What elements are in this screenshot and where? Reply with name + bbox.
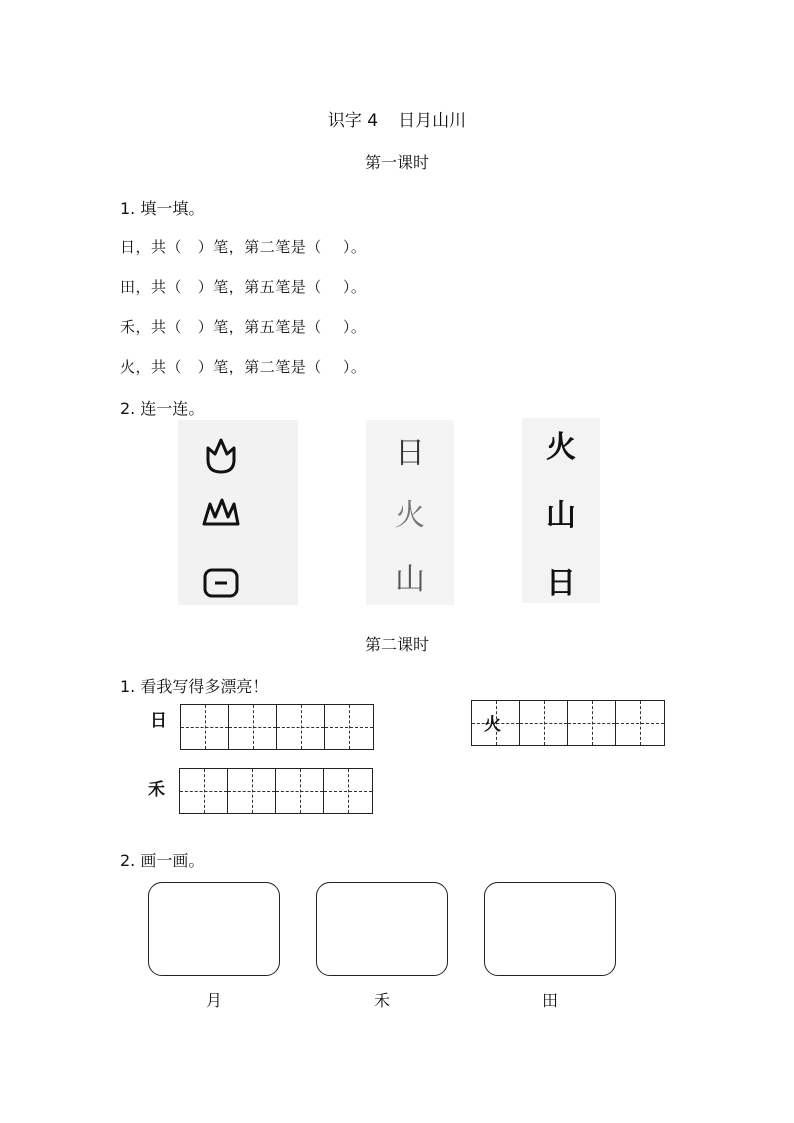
draw-caption-2: 禾 <box>373 991 390 1010</box>
grid-cell[interactable] <box>520 701 568 745</box>
grid-cell[interactable] <box>180 769 228 813</box>
fire-pictograph-icon <box>208 440 234 472</box>
lesson-topic: 日月山川 <box>398 111 467 131</box>
seal-char-1: 日 <box>395 436 425 471</box>
grid-cell[interactable] <box>277 705 325 749</box>
mountain-pictograph-icon <box>204 500 238 524</box>
write-char-he: 禾 <box>148 780 165 800</box>
match-question-title: 2. 连一连。 <box>120 399 205 418</box>
draw-caption-3: 田 <box>541 991 558 1010</box>
write-question-title: 1. 看我写得多漂亮！ <box>120 677 269 696</box>
period-two-heading: 第二课时 <box>364 635 429 654</box>
draw-box-1[interactable] <box>148 882 280 976</box>
clerical-char-1: 火 <box>546 430 576 465</box>
fill-line-2: 田，共（ ）笔，第五笔是（ ）。 <box>120 278 367 296</box>
period-one-heading: 第一课时 <box>364 153 429 172</box>
grid-cell[interactable] <box>568 701 616 745</box>
grid-cell[interactable] <box>229 705 277 749</box>
fill-line-4: 火，共（ ）笔，第二笔是（ ）。 <box>120 358 367 376</box>
clerical-char-3: 日 <box>546 566 576 601</box>
write-char-ri: 日 <box>150 711 167 731</box>
draw-caption-1: 月 <box>205 991 222 1010</box>
grid-cell-sample <box>472 701 520 745</box>
lesson-number: 识字 4 <box>327 111 379 131</box>
fill-question-title: 1. 填一填。 <box>120 199 205 218</box>
clerical-char-2: 山 <box>546 498 576 533</box>
page-title <box>0 106 794 131</box>
draw-box-2[interactable] <box>316 882 448 976</box>
grid-cell[interactable] <box>276 769 324 813</box>
write-char-huo: 火 <box>484 715 501 735</box>
draw-question-title: 2. 画一画。 <box>120 851 205 870</box>
draw-box-3[interactable] <box>484 882 616 976</box>
clerical-script-column <box>522 418 600 603</box>
fill-line-3: 禾，共（ ）笔，第五笔是（ ）。 <box>120 318 367 336</box>
grid-cell[interactable] <box>228 769 276 813</box>
grid-cell[interactable] <box>325 705 373 749</box>
grid-cell[interactable] <box>181 705 229 749</box>
pictograph-images <box>178 420 298 605</box>
seal-char-2: 火 <box>395 498 425 533</box>
grid-cell[interactable] <box>616 701 664 745</box>
pictograph-column <box>178 420 298 605</box>
writing-grid-huo[interactable] <box>471 700 665 746</box>
seal-char-3: 山 <box>395 562 425 597</box>
writing-grid-he[interactable] <box>179 768 373 814</box>
sun-pictograph-icon <box>205 570 237 596</box>
fill-line-1: 日，共（ ）笔，第二笔是（ ）。 <box>120 238 367 256</box>
grid-cell[interactable] <box>324 769 372 813</box>
writing-grid-ri[interactable] <box>180 704 374 750</box>
seal-script-column <box>366 420 454 605</box>
